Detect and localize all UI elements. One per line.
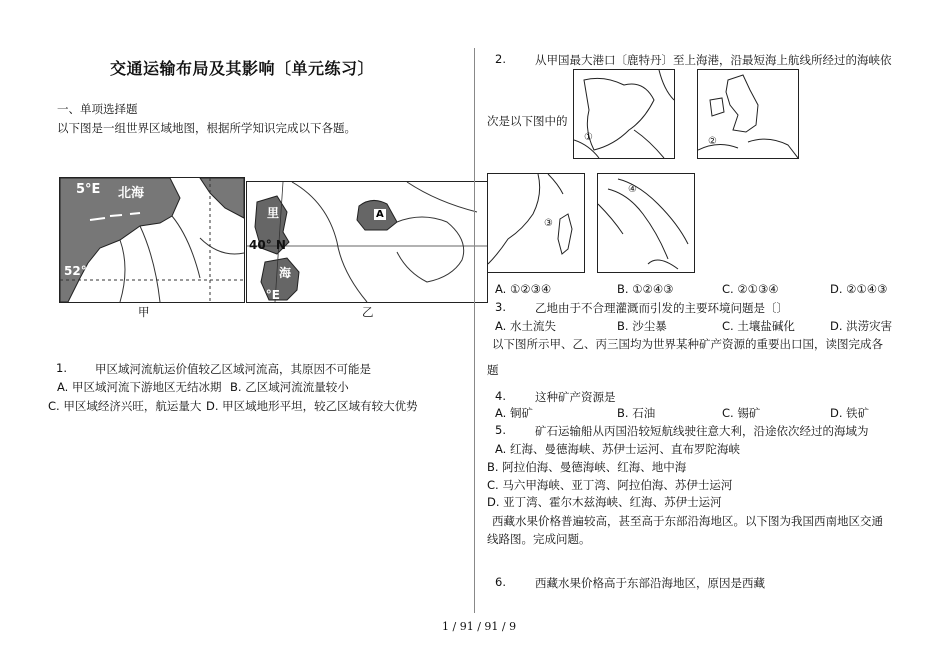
intro-text: 以下图是一组世界区域地图，根据所学知识完成以下各题。 [57, 121, 356, 135]
strait-label-4: ④ [628, 184, 637, 195]
q1-option-b: B. 乙区域河流流量较小 [230, 380, 349, 394]
q4-option-d: D. 铁矿 [830, 406, 870, 420]
q2-option-a: A. ①②③④ [495, 282, 552, 296]
passage2-line1: 以下图所示甲、乙、丙三国均为世界某种矿产资源的重要出口国，读图完成各 [492, 337, 883, 351]
strait-map-1 [573, 69, 675, 159]
strait-label-1: ① [584, 132, 593, 143]
q4-text: 这种矿产资源是 [535, 390, 616, 404]
q4-option-c: C. 锡矿 [722, 406, 761, 420]
q2-text-cont: 次是以下图中的 [487, 114, 568, 128]
strait-map-1-drawing [574, 70, 674, 158]
q1-text: 甲区域河流航运价值较乙区域河流高，其原因不可能是 [95, 362, 371, 376]
passage3-line1: 西藏水果价格普遍较高，甚至高于东部沿海地区。以下图为我国西南地区交通 [492, 514, 883, 528]
q5-number: 5. [495, 423, 506, 437]
q3-option-d: D. 洪涝灾害 [830, 319, 893, 333]
q6-number: 6. [495, 575, 506, 589]
q3-option-c: C. 土壤盐碱化 [722, 319, 795, 333]
caption-jia: 甲 [138, 305, 150, 319]
strait-label-3: ③ [544, 218, 553, 229]
page-footer: 1 / 91 / 91 / 9 [442, 620, 517, 633]
q2-option-b: B. ①②④③ [617, 282, 674, 296]
q5-option-c: C. 马六甲海峡、亚丁湾、阿拉伯海、苏伊士运河 [487, 478, 733, 492]
passage3-line2: 线路图。完成问题。 [487, 532, 591, 546]
q6-text: 西藏水果价格高于东部沿海地区，原因是西藏 [535, 576, 765, 590]
q1-option-a: A. 甲区域河流下游地区无结冰期 [57, 380, 222, 394]
q5-option-a: A. 红海、曼德海峡、苏伊士运河、直布罗陀海峡 [495, 442, 740, 456]
page-title: 交通运输布局及其影响〔单元练习〕 [110, 59, 375, 78]
column-divider [474, 48, 475, 613]
strait-map-2 [697, 69, 799, 159]
label-a: A [376, 209, 384, 220]
q3-number: 3. [495, 300, 506, 314]
q3-option-a: A. 水土流失 [495, 319, 556, 333]
q5-option-d: D. 亚丁湾、霍尔木兹海峡、红海、苏伊士运河 [487, 495, 722, 509]
passage2-line2: 题 [487, 363, 499, 377]
q1-option-c: C. 甲区域经济兴旺，航运量大 [48, 399, 202, 413]
q2-option-c: C. ②①③④ [722, 282, 779, 296]
strait-map-4-drawing [598, 174, 694, 272]
caption-yi: 乙 [362, 305, 374, 319]
q4-number: 4. [495, 389, 506, 403]
label-40n: 40° N [249, 238, 286, 252]
strait-map-3-drawing [488, 174, 584, 272]
q4-option-b: B. 石油 [617, 406, 656, 420]
strait-label-2: ② [708, 136, 717, 147]
q3-text: 乙地由于不合理灌溉而引发的主要环境问题是〔〕 [535, 301, 788, 315]
q3-option-b: B. 沙尘暴 [617, 319, 667, 333]
strait-map-3 [487, 173, 585, 273]
q4-option-a: A. 铜矿 [495, 406, 533, 420]
strait-map-4 [597, 173, 695, 273]
q5-option-b: B. 阿拉伯海、曼德海峡、红海、地中海 [487, 460, 687, 474]
label-52n: 52° N [64, 264, 101, 278]
q2-number: 2. [495, 52, 506, 66]
label-li: 里 [267, 206, 280, 220]
q5-text: 矿石运输船从丙国沿较短航线驶往意大利，沿途依次经过的海域为 [535, 424, 869, 438]
q2-text: 从甲国最大港口〔鹿特丹〕至上海港，沿最短海上航线所经过的海峡依 [535, 53, 892, 67]
section-heading: 一、单项选择题 [57, 102, 138, 116]
q2-option-d: D. ②①④③ [830, 282, 888, 296]
label-50e: 50°E [249, 288, 280, 302]
label-hai: 海 [279, 266, 292, 280]
map-jia [59, 177, 245, 303]
q1-option-d: D. 甲区域地形平坦，较乙区域有较大优势 [206, 399, 418, 413]
label-beihai: 北海 [118, 186, 145, 201]
q1-number: 1. [56, 361, 67, 375]
map-yi [246, 181, 488, 303]
label-5e: 5°E [76, 182, 101, 197]
